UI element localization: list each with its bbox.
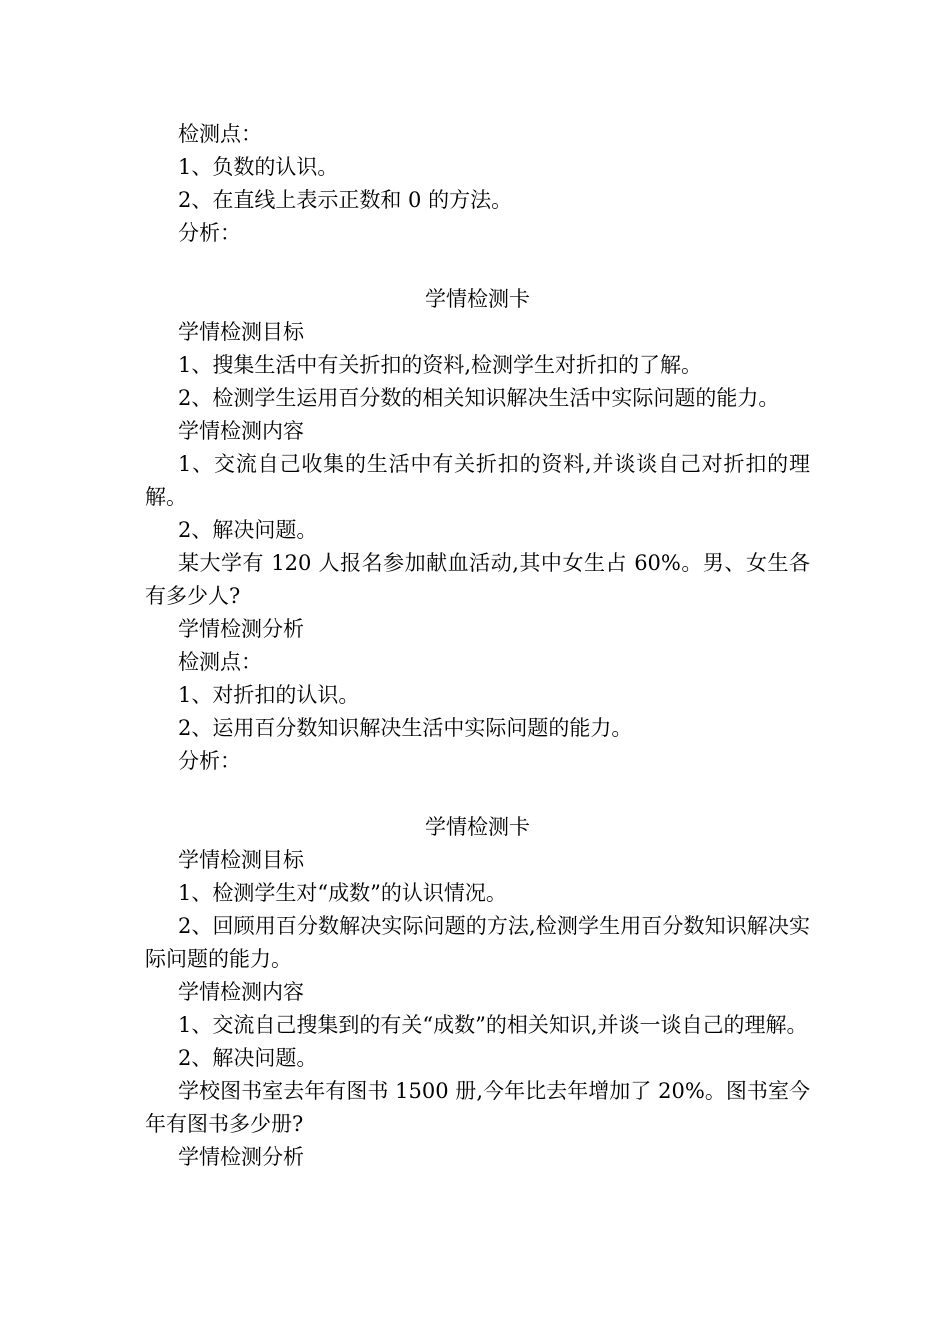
content-item: 2、解决问题。 xyxy=(178,1046,318,1070)
check-point-item: 2、运用百分数知识解决生活中实际问题的能力。 xyxy=(178,716,633,740)
goal-heading: 学情检测目标 xyxy=(178,848,304,872)
spacer xyxy=(145,778,810,811)
analysis-label: 分析： xyxy=(178,221,241,245)
card-title: 学情检测卡 xyxy=(425,815,530,839)
check-point-item: 1、对折扣的认识。 xyxy=(178,683,360,707)
content-item: 1、交流自己收集的生活中有关折扣的资料,并谈谈自己对折扣的理解。 xyxy=(145,452,810,509)
analysis-heading: 学情检测分析 xyxy=(178,1145,304,1169)
check-point-item: 2、在直线上表示正数和 0 的方法。 xyxy=(178,188,513,212)
content-item: 1、交流自己搜集到的有关“成数”的相关知识,并谈一谈自己的理解。 xyxy=(178,1013,808,1037)
problem-text: 某大学有 120 人报名参加献血活动,其中女生占 60%。男、女生各有多少人? xyxy=(145,551,810,608)
problem-text: 学校图书室去年有图书 1500 册,今年比去年增加了 20%。图书室今年有图书多少册? xyxy=(145,1079,810,1136)
content-heading: 学情检测内容 xyxy=(178,980,304,1004)
analysis-heading: 学情检测分析 xyxy=(178,617,304,641)
goal-item: 1、检测学生对“成数”的认识情况。 xyxy=(178,881,507,905)
document-body xyxy=(145,118,810,1174)
check-points-label: 检测点： xyxy=(178,650,262,674)
card-title: 学情检测卡 xyxy=(425,287,530,311)
goal-item: 2、检测学生运用百分数的相关知识解决生活中实际问题的能力。 xyxy=(178,386,780,410)
check-point-item: 1、负数的认识。 xyxy=(178,155,339,179)
spacer xyxy=(145,250,810,283)
goal-item: 2、回顾用百分数解决实际问题的方法,检测学生用百分数知识解决实际问题的能力。 xyxy=(145,914,810,971)
goal-item: 1、搜集生活中有关折扣的资料,检测学生对折扣的了解。 xyxy=(178,353,703,377)
content-item: 2、解决问题。 xyxy=(178,518,318,542)
goal-heading: 学情检测目标 xyxy=(178,320,304,344)
content-heading: 学情检测内容 xyxy=(178,419,304,443)
analysis-label: 分析： xyxy=(178,749,241,773)
check-points-label: 检测点： xyxy=(178,122,262,146)
